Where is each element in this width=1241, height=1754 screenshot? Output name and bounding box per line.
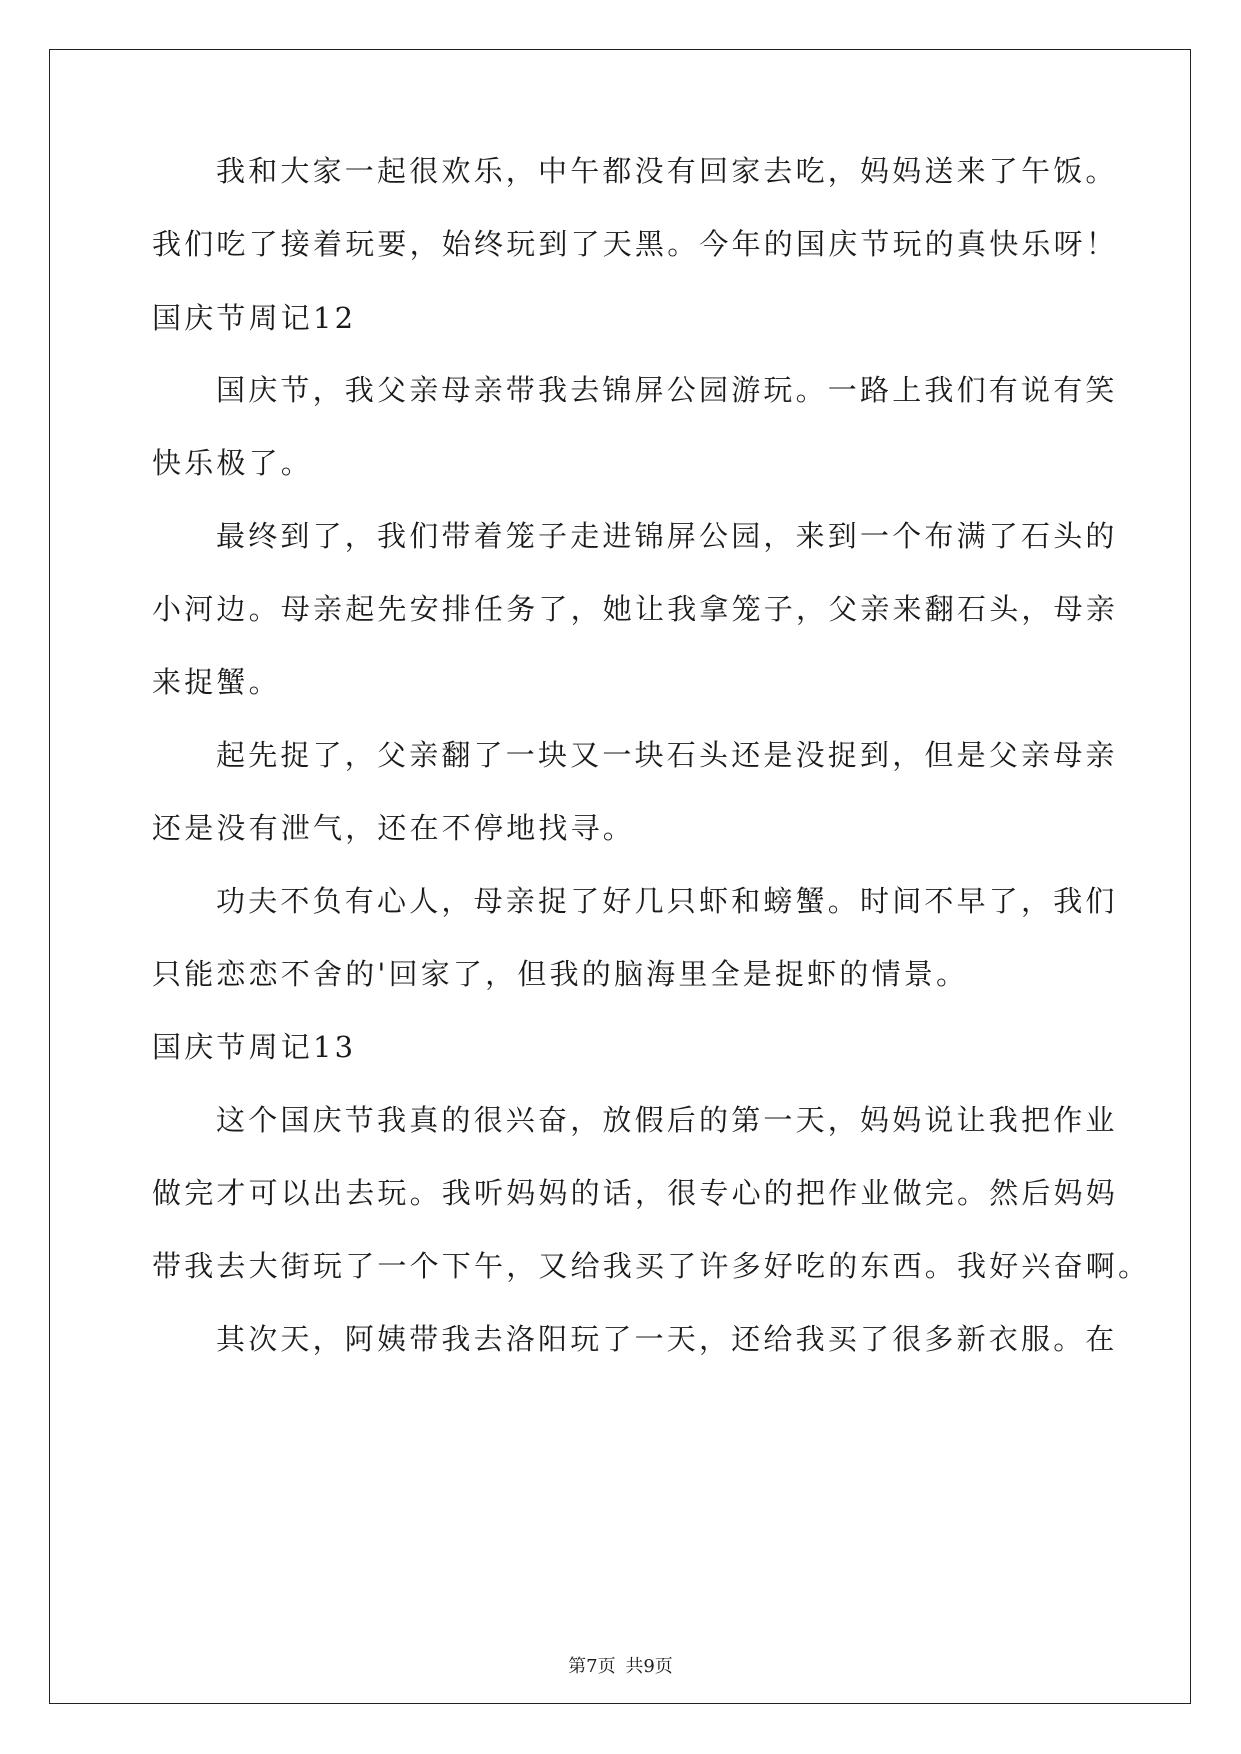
section-heading: 国庆节周记13 <box>152 1030 357 1064</box>
section-heading: 国庆节周记12 <box>152 301 357 335</box>
paragraph-line: 最终到了，我们带着笼子走进锦屏公园，来到一个布满了石头的 <box>216 519 1118 553</box>
paragraph-line: 我们吃了接着玩要，始终玩到了天黑。今年的国庆节玩的真快乐呀！ <box>152 227 1119 261</box>
paragraph-line: 快乐极了。 <box>152 446 314 480</box>
paragraph-line: 只能恋恋不舍的'回家了，但我的脑海里全是捉虾的情景。 <box>152 957 969 991</box>
page-total: 共9页 <box>625 1656 673 1677</box>
paragraph-line: 国庆节，我父亲母亲带我去锦屏公园游玩。一路上我们有说有笑 <box>216 373 1118 407</box>
paragraph-line: 起先捉了，父亲翻了一块又一块石头还是没捉到，但是父亲母亲 <box>216 738 1118 772</box>
paragraph-line: 这个国庆节我真的很兴奋，放假后的第一天，妈妈说让我把作业 <box>216 1103 1118 1137</box>
paragraph-line: 带我去大街玩了一个下午，又给我买了许多好吃的东西。我好兴奋啊。 <box>152 1249 1151 1283</box>
paragraph-line: 小河边。母亲起先安排任务了，她让我拿笼子，父亲来翻石头，母亲 <box>152 592 1119 626</box>
paragraph-line: 做完才可以出去玩。我听妈妈的话，很专心的把作业做完。然后妈妈 <box>152 1176 1119 1210</box>
paragraph-line: 还是没有泄气，还在不停地找寻。 <box>152 811 636 845</box>
paragraph-line: 功夫不负有心人，母亲捉了好几只虾和螃蟹。时间不早了，我们 <box>216 884 1118 918</box>
page-number: 第7页 <box>568 1656 616 1677</box>
paragraph-line: 我和大家一起很欢乐，中午都没有回家去吃，妈妈送来了午饭。 <box>216 154 1118 188</box>
paragraph-line: 其次天，阿姨带我去洛阳玩了一天，还给我买了很多新衣服。在 <box>216 1322 1118 1356</box>
paragraph-line: 来捉蟹。 <box>152 665 281 699</box>
page-footer <box>0 1655 1241 1679</box>
